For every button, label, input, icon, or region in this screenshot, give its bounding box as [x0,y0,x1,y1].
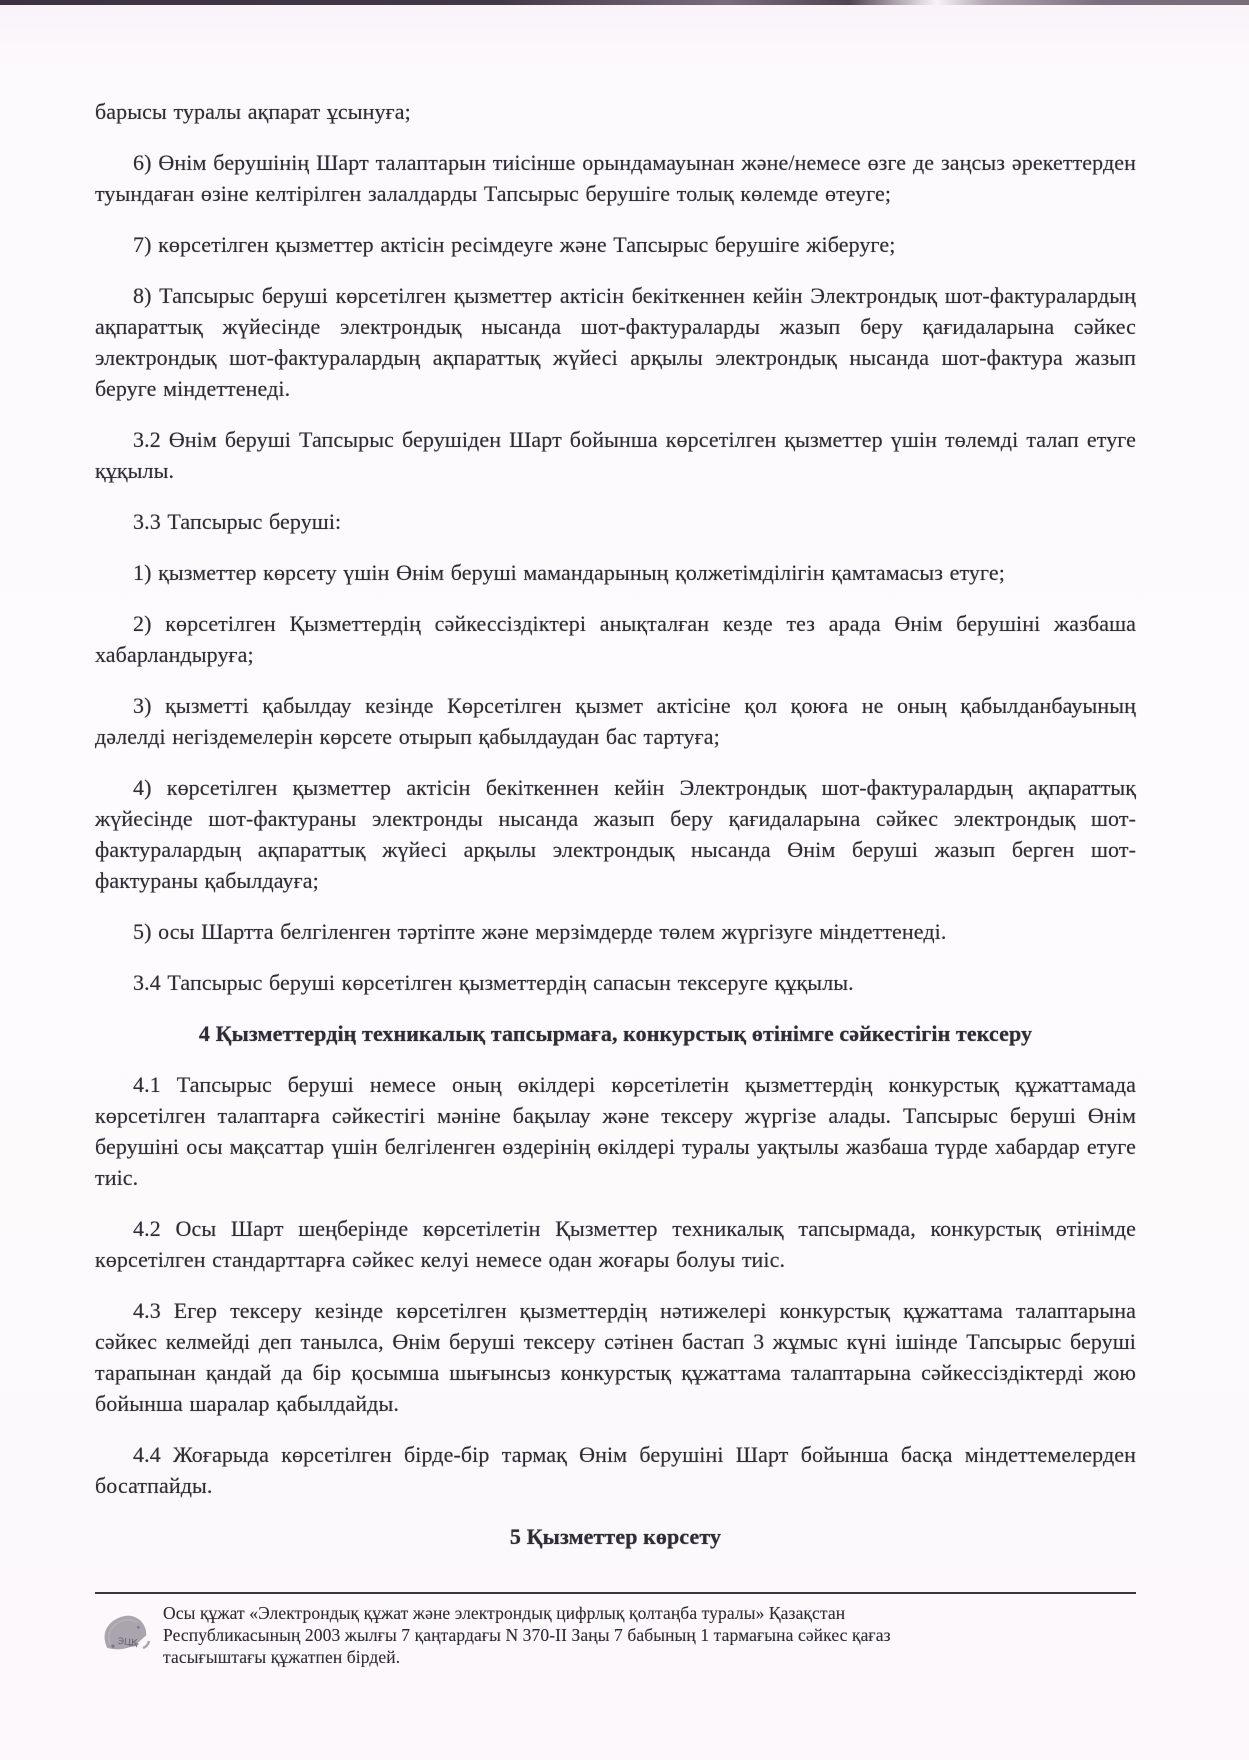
paragraph-8: 8) Тапсырыс беруші көрсетілген қызметтер актісін бекіткеннен кейін Электрондық шот-фактуралардың ақпараттық жүйесінде электрондық нысанда шот-фактураларды жазып беру қағидаларына сәйкес электрондық шот-фактуралардың ақпараттық жүйесі арқылы электрондық нысанда шот-фактура жазып беруге міндеттенеді. [95,283,1136,401]
footer-line-1: Осы құжат «Электрондық құжат және электрондық цифрлық қолтаңба туралы» Қазақстан [163,1603,846,1623]
paragraph-3-3-item-2: 2) көрсетілген Қызметтердің сәйкессіздіктері анықталған кезде тез арада Өнім берушіні жазбаша хабарландыруға; [95,611,1136,667]
paragraph-3-3-item-5: 5) осы Шартта белгіленген тәртіпте және мерзімдерде төлем жүргізуге міндеттенеді. [133,919,947,944]
paragraph-4-4: 4.4 Жоғарыда көрсетілген бірде-бір тармақ Өнім берушіні Шарт бойынша басқа міндеттемелерден босатпайды. [95,1442,1136,1498]
svg-text:ЭЦҚ: ЭЦҚ [117,1636,138,1649]
footer-divider [95,1592,1136,1594]
paragraph-continuation: барысы туралы ақпарат ұсынуға; [95,99,411,124]
paragraph-4-2: 4.2 Осы Шарт шеңберінде көрсетілетін Қызметтер техникалық тапсырмада, конкурстық өтінімде көрсетілген стандарттарға сәйкес келуі немесе одан жоғары болуы тиіс. [95,1216,1136,1272]
paragraph-6: 6) Өнім берушінің Шарт талаптарын тиісінше орындамауынан және/немесе өзге де заңсыз әрекеттерден туындаған өзіне келтірілген залалдарды Тапсырыс берушіге толық көлемде өтеуге; [95,150,1136,206]
paragraph-3-3-item-3: 3) қызметті қабылдау кезінде Көрсетілген қызмет актісіне қол қоюға не оның қабылданбауының дәлелді негіздемелерін көрсете отырып қабылдаудан бас тартуға; [95,693,1136,749]
section-4-heading: 4 Қызметтердің техникалық тапсырмаға, конкурстық өтінімге сәйкестігін тексеру [198,1021,1033,1046]
footer-line-2: Республикасының 2003 жылғы 7 қаңтардағы N 370-II Заңы 7 бабының 1 тармағына сәйкес қағаз [163,1625,891,1645]
section-5-heading: 5 Қызметтер көрсету [509,1524,722,1549]
paragraph-3-2: 3.2 Өнім беруші Тапсырыс берушіден Шарт бойынша көрсетілген қызметтер үшін төлемді талап етуге құқылы. [95,427,1136,483]
paragraph-3-3-item-1: 1) қызметтер көрсету үшін Өнім беруші мамандарының қолжетімділігін қамтамасыз етуге; [133,560,1005,585]
paragraph-3-4: 3.4 Тапсырыс беруші көрсетілген қызметтердің сапасын тексеруге құқылы. [133,970,854,995]
paragraph-3-3: 3.3 Тапсырыс беруші: [133,509,342,534]
paragraph-3-3-item-4: 4) көрсетілген қызметтер актісін бекіткеннен кейін Электрондық шот-фактуралардың ақпараттық жүйесінде шот-фактураны электронды нысанда жазып беру қағидаларына сәйкес электрондық шот-фактуралардың ақпараттық жүйесі арқылы электрондық нысанда Өнім беруші жазып берген шот-фактураны қабылдауға; [95,775,1136,893]
scan-edge-artifact [0,0,1249,5]
footer-legal-text [163,1602,1136,1668]
seal-stamp-icon [97,1612,153,1664]
paragraph-4-3: 4.3 Егер тексеру кезінде көрсетілген қызметтердің нәтижелері конкурстық құжаттама талаптарына сәйкес келмейді деп танылса, Өнім беруші тексеру сәтінен бастап 3 жұмыс күні ішінде Тапсырыс беруші тарапынан қандай да бір қосымша шығынсыз конкурстық құжаттама талаптарына сәйкессіздіктерді жою бойынша шаралар қабылдайды. [95,1298,1136,1416]
signature-footer [95,1602,1136,1668]
document-body [95,96,1136,1556]
paragraph-7: 7) көрсетілген қызметтер актісін ресімдеуге және Тапсырыс берушіге жіберуге; [133,232,896,257]
footer-line-3: тасығыштағы құжатпен бірдей. [163,1647,401,1667]
paragraph-4-1: 4.1 Тапсырыс беруші немесе оның өкілдері көрсетілетін қызметтердің конкурстық құжаттамада көрсетілген талаптарға сәйкестігі мәніне бақылау және тексеру жүргізе алады. Тапсырыс беруші Өнім берушіні осы мақсаттар үшін белгіленген өздерінің өкілдері туралы уақтылы жазбаша түрде хабардар етуге тиіс. [95,1072,1136,1190]
